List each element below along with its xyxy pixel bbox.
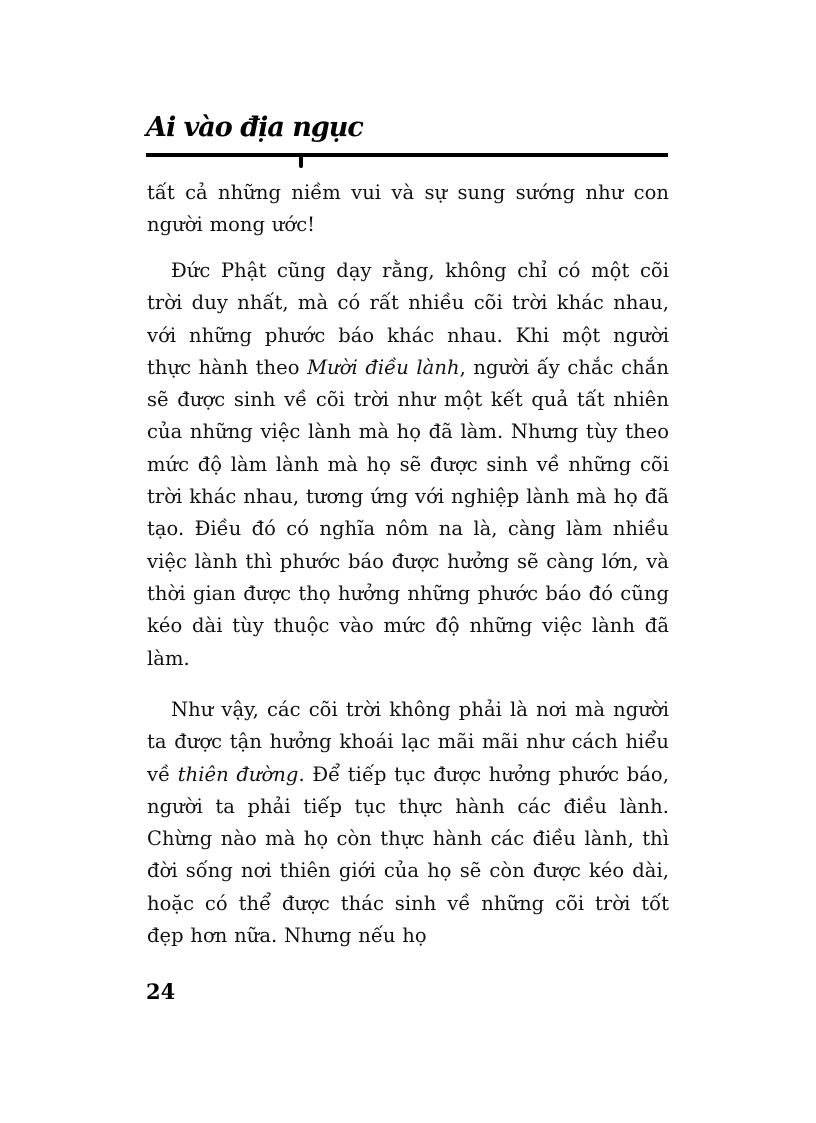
page-number: 24 <box>146 979 176 1004</box>
paragraph-1-text: tất cả những niềm vui và sự sung sướng như con người mong ước! <box>147 181 669 237</box>
paragraph-3-text-end: . Để tiếp tục được hưởng phước báo, người ta phải tiếp tục thực hành các điều lành. Chừng nào mà họ còn thực hành các điều lành, thì đời sống nơi thiên giới của họ sẽ còn được kéo dài, hoặc có thể được thác sinh về những cõi trời tốt đẹp hơn nữa. Nhưng nếu họ <box>147 762 669 948</box>
paragraph-3-text-start: Như vậy, các cõi trời không phải là nơi mà người ta được tận hưởng khoái lạc mãi mãi như cách hiểu về <box>147 698 669 786</box>
running-header-title: Ai vào địa ngục <box>146 112 363 143</box>
body-paragraph-3 <box>147 694 669 952</box>
body-paragraph-2 <box>147 255 669 675</box>
paragraph-3-emphasis: thiên đường <box>177 762 299 786</box>
paragraph-2-text-start: Đức Phật cũng dạy rằng, không chỉ có một cõi trời duy nhất, mà có rất nhiều cõi trời khác nhau, với những phước báo khác nhau. Khi một người thực hành theo <box>147 259 669 379</box>
header-rule <box>146 153 668 157</box>
header-rule-ornament <box>299 154 303 168</box>
paragraph-2-emphasis: Mười điều lành <box>307 355 460 379</box>
paragraph-2-text-end: , người ấy chắc chắn sẽ được sinh về cõi trời như một kết quả tất nhiên của những việc lành mà họ đã làm. Nhưng tùy theo mức độ làm lành mà họ sẽ được sinh về những cõi trời khác nhau, tương ứng với nghiệp lành mà họ đã tạo. Điều đó có nghĩa nôm na là, càng làm nhiều việc lành thì phước báo được hưởng sẽ càng lớn, và thời gian được thọ hưởng những phước báo đó cũng kéo dài tùy thuộc vào mức độ những việc lành đã làm. <box>147 355 670 670</box>
body-paragraph-1 <box>147 177 669 242</box>
running-header <box>146 108 668 172</box>
